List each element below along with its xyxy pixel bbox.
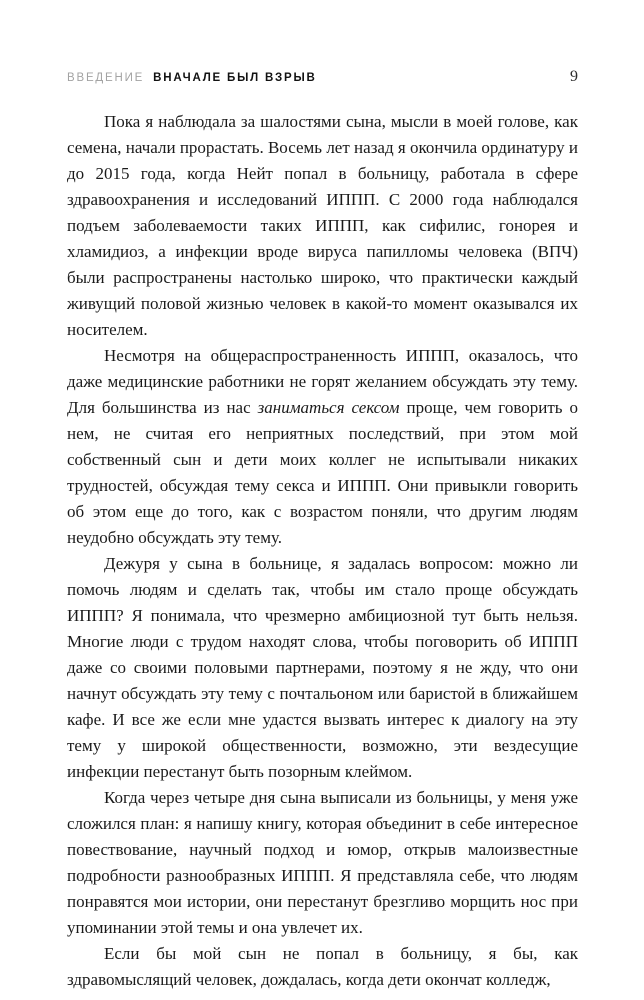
page-number: 9 xyxy=(570,68,578,85)
header-chapter-title: ВНАЧАЛЕ БЫЛ ВЗРЫВ xyxy=(153,72,317,84)
running-header-text xyxy=(67,72,317,84)
paragraph-5: Если бы мой сын не попал в больницу, я бы, как здравомыслящий человек, дождалась, когда дети окончат колледж, xyxy=(67,944,578,989)
paragraph-2-text-before: Несмотря на общераспространенность ИППП, оказалось, что даже медицинские работники не горят желанием обсуждать эту тему. Для большинства из нас xyxy=(67,346,578,417)
paragraph-3: Дежуря у сына в больнице, я задалась вопросом: можно ли помочь людям и сделать так, чтобы им стало проще обсуждать ИППП? Я понимала, что чрезмерно амбициозной тут быть нельзя. Многие люди с трудом находят слова, чтобы поговорить об ИППП даже со своими половыми партнерами, поэтому я не жду, что они начнут обсуждать эту тему с почтальоном или баристой в ближайшем кафе. И все же если мне удастся вызвать интерес к диалогу на эту тему у широкой общественности, возможно, эти вездесущие инфекции перестанут быть позорным клеймом. xyxy=(67,554,578,781)
paragraph-2-italic-phrase: заниматься сексом xyxy=(257,398,400,417)
paragraph-4: Когда через четыре дня сына выписали из больницы, у меня уже сложился план: я напишу книгу, которая объединит в себе интересное повествование, научный подход и юмор, открыв малоизвестные подробности разнообразных ИППП. Я представляла себе, что людям понравятся мои истории, они перестанут брезгливо морщить нос при упоминании этой темы и она увлечет их. xyxy=(67,788,578,937)
header-section-label: ВВЕДЕНИЕ xyxy=(67,72,145,84)
paragraph-1: Пока я наблюдала за шалостями сына, мысли в моей голове, как семена, начали прорастать. Восемь лет назад я окончила ординатуру и до 2015 года, когда Нейт попал в больницу, работала в сфере здравоохранения и исследований ИППП. С 2000 года наблюдался подъем заболеваемости таких ИППП, как сифилис, гонорея и хламидиоз, а инфекции вроде вируса папилломы человека (ВПЧ) были распространены настолько широко, что практически каждый живущий половой жизнью человек в какой-то момент оказывался их носителем. xyxy=(67,112,578,339)
paragraph-2-text-after: проще, чем говорить о нем, не считая его неприятных последствий, при этом мой собственный сын и дети моих коллег не испытывали никаких трудностей, обсуждая тему секса и ИППП. Они привыкли говорить об этом еще до того, как с возрастом поняли, что другим людям неудобно обсуждать эту тему. xyxy=(67,398,579,547)
running-header xyxy=(67,68,578,86)
paragraph-2 xyxy=(67,343,578,551)
page-body xyxy=(67,109,578,993)
